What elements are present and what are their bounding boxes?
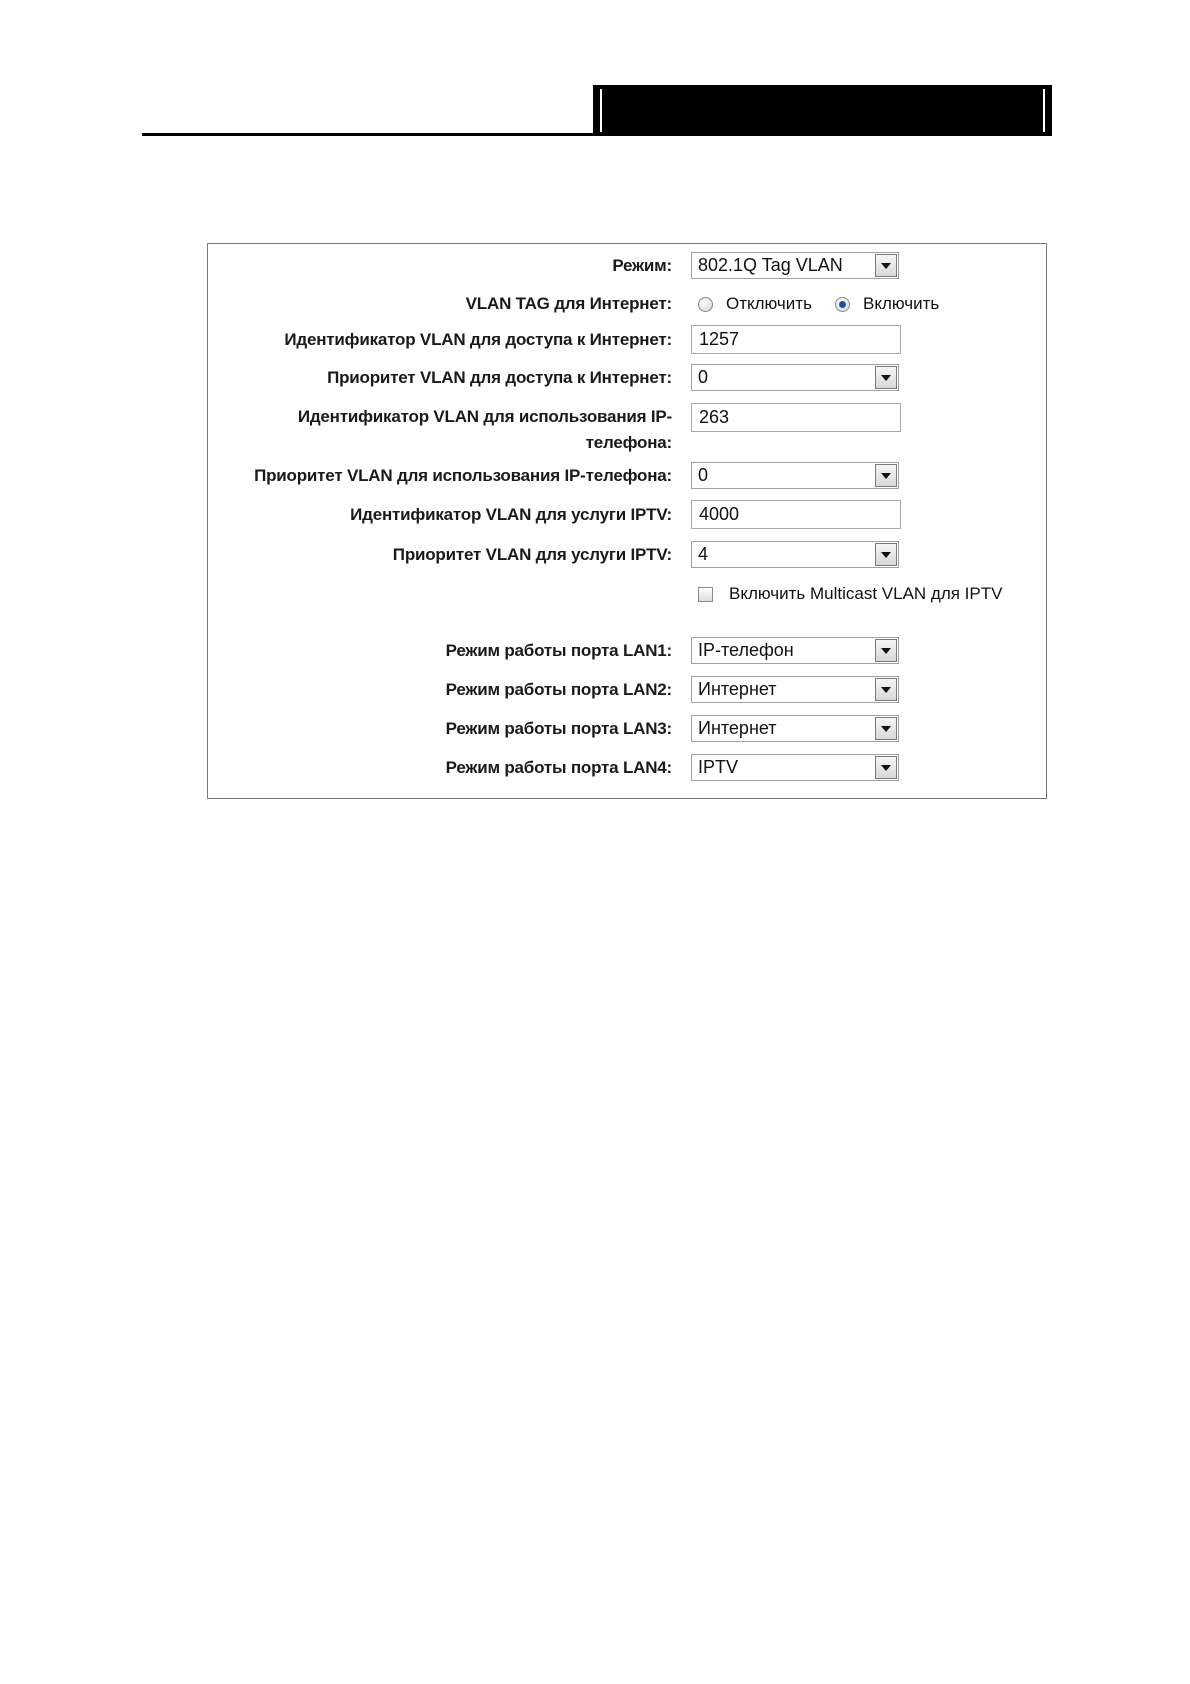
lan4-mode-select[interactable]: [691, 754, 899, 781]
iptv-vlan-priority-value: 4: [698, 544, 709, 564]
lan3-mode-select[interactable]: [691, 715, 899, 742]
ip-phone-vlan-priority-wrap: [691, 462, 899, 489]
lan3-mode-value: Интернет: [698, 718, 777, 738]
lan4-mode-label: Режим работы порта LAN4:: [445, 758, 672, 777]
vlan-settings-panel: [207, 243, 1047, 799]
radio-enable[interactable]: [835, 297, 850, 312]
ip-phone-vlan-priority-select[interactable]: [691, 462, 899, 489]
radio-disable-label[interactable]: Отключить: [726, 294, 812, 313]
lan1-mode-label: Режим работы порта LAN1:: [445, 641, 672, 660]
internet-vlan-priority-wrap: [691, 364, 899, 391]
mode-label: Режим:: [612, 256, 672, 275]
multicast-checkbox[interactable]: [698, 587, 713, 602]
chevron-down-icon[interactable]: [875, 639, 897, 662]
lan1-mode-wrap: [691, 637, 899, 664]
radio-group: [691, 290, 991, 317]
lan3-mode-wrap: [691, 715, 899, 742]
vlan-tag-internet-radios: [691, 290, 991, 317]
mode-select-wrap: [691, 252, 899, 279]
iptv-vlan-id-input[interactable]: [691, 500, 901, 529]
ip-phone-vlan-priority-value: 0: [698, 465, 709, 485]
multicast-label[interactable]: Включить Multicast VLAN для IPTV: [729, 584, 1003, 603]
ip-phone-vlan-priority-label: Приоритет VLAN для использования IP-телефона:: [254, 466, 672, 485]
mode-select[interactable]: [691, 252, 899, 279]
chevron-down-icon[interactable]: [875, 254, 897, 277]
internet-vlan-priority-select[interactable]: [691, 364, 899, 391]
lan1-mode-select[interactable]: [691, 637, 899, 664]
lan2-mode-label: Режим работы порта LAN2:: [445, 680, 672, 699]
lan4-mode-wrap: [691, 754, 899, 781]
lan2-mode-value: Интернет: [698, 679, 777, 699]
header-black-bar-inner: [600, 89, 1045, 132]
chevron-down-icon[interactable]: [875, 543, 897, 566]
internet-vlan-id-value: 1257: [699, 329, 740, 349]
internet-vlan-priority-value: 0: [698, 367, 709, 387]
lan1-mode-value: IP-телефон: [698, 640, 794, 660]
iptv-vlan-priority-wrap: [691, 541, 899, 568]
chevron-down-icon[interactable]: [875, 756, 897, 779]
iptv-vlan-priority-select[interactable]: [691, 541, 899, 568]
radio-enable-label[interactable]: Включить: [863, 294, 940, 313]
ip-phone-vlan-id-label-line1: Идентификатор VLAN для использования IP-: [297, 407, 672, 426]
lan2-mode-wrap: [691, 676, 899, 703]
radio-disable[interactable]: [698, 297, 713, 312]
iptv-vlan-priority-label: Приоритет VLAN для услуги IPTV:: [392, 545, 672, 564]
multicast-wrap: [691, 580, 1031, 607]
internet-vlan-id-label: Идентификатор VLAN для доступа к Интернет:: [284, 330, 672, 349]
internet-vlan-priority-label: Приоритет VLAN для доступа к Интернет:: [327, 368, 672, 387]
vlan-tag-internet-label: VLAN TAG для Интернет:: [465, 294, 672, 313]
lan2-mode-select[interactable]: [691, 676, 899, 703]
chevron-down-icon[interactable]: [875, 366, 897, 389]
ip-phone-vlan-id-label-line2: телефона:: [585, 433, 672, 452]
iptv-vlan-id-label: Идентификатор VLAN для услуги IPTV:: [350, 505, 672, 524]
internet-vlan-id-input[interactable]: [691, 325, 901, 354]
ip-phone-vlan-id-value: 263: [699, 407, 730, 427]
mode-select-value: 802.1Q Tag VLAN: [698, 255, 843, 275]
chevron-down-icon[interactable]: [875, 717, 897, 740]
chevron-down-icon[interactable]: [875, 678, 897, 701]
ip-phone-vlan-id-input[interactable]: [691, 403, 901, 432]
lan3-mode-label: Режим работы порта LAN3:: [445, 719, 672, 738]
iptv-vlan-id-value: 4000: [699, 504, 740, 524]
header-black-bar: [593, 85, 1052, 136]
internet-vlan-id-wrap: [691, 325, 901, 354]
chevron-down-icon[interactable]: [875, 464, 897, 487]
ip-phone-vlan-id-wrap: [691, 403, 901, 432]
lan4-mode-value: IPTV: [698, 757, 739, 777]
iptv-vlan-id-wrap: [691, 500, 901, 529]
